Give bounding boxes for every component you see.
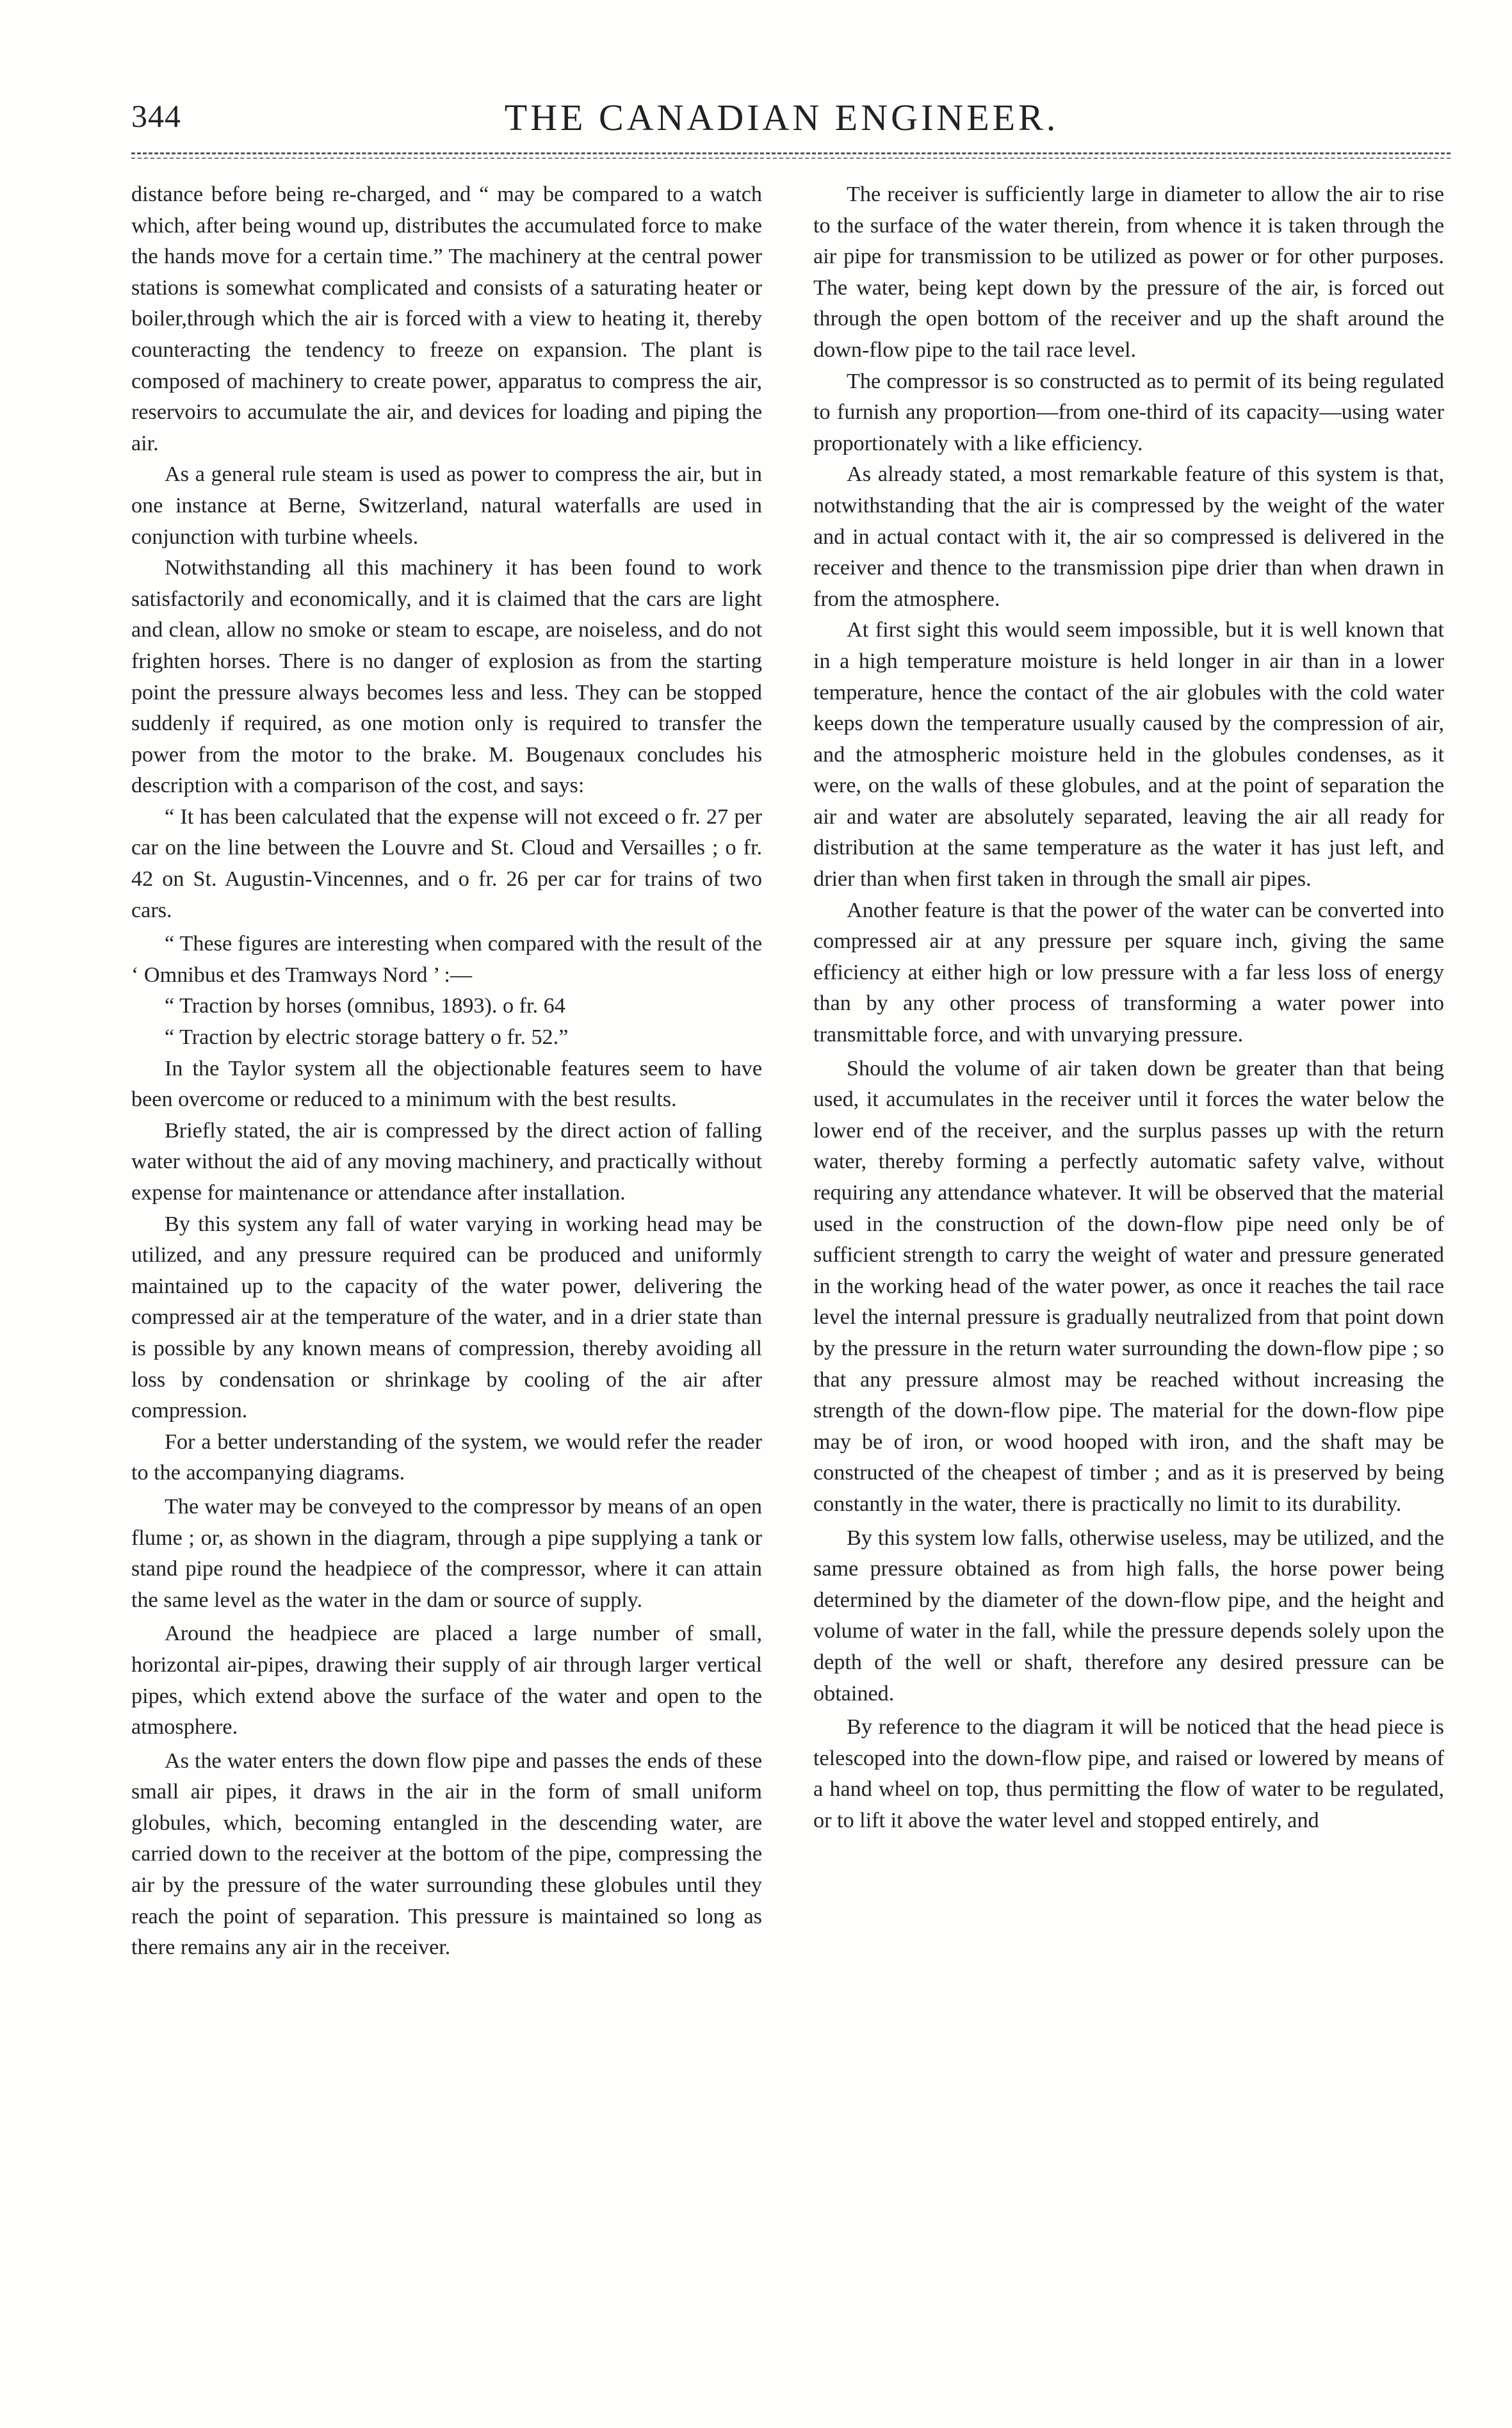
paragraph: The receiver is sufficiently large in diameter to allow the air to rise to the surface of the water therein, from whence it is taken through the air pipe for transmission to be utilized as power or for other purposes. The water, being kept down by the pressure of the air, is forced out through the open bottom of the receiver and up the shaft around the down-flow pipe to the tail race level. bbox=[813, 183, 1444, 362]
paragraph: By this system low falls, otherwise useless, may be utilized, and the same pressure obtained as from high falls, the horse power being determined by the diameter of the down-flow pipe, and the height and volume of water in the fall, while the pressure depends solely upon the depth of the well or shaft, therefore any desired pressure can be obtained. bbox=[813, 1526, 1444, 1706]
paragraph: By reference to the diagram it will be noticed that the head piece is telescoped into the down-flow pipe, and raised or lowered by means of a hand wheel on top, thus permitting the flow of water to be regulated, or to lift it above the water level and stopped entirely, and bbox=[813, 1715, 1444, 1832]
paragraph: The compressor is so constructed as to permit of its being regulated to furnish any proportion—from one-third of its capacity—using water proportionately with a like efficiency. bbox=[813, 369, 1444, 455]
paragraph: Around the headpiece are placed a large number of small, horizontal air-pipes, drawing their supply of air through larger vertical pipes, which extend above the surface of the water and open to the atmosphere. bbox=[131, 1622, 762, 1740]
right-column bbox=[813, 179, 1444, 1836]
quoted-line: “ Traction by horses (omnibus, 1893). o fr. 64 bbox=[165, 994, 565, 1018]
paragraph: For a better understanding of the system, we would refer the reader to the accompanying diagrams. bbox=[131, 1430, 762, 1485]
header-rule-secondary bbox=[131, 158, 1451, 159]
page-number: 344 bbox=[131, 98, 181, 134]
paragraph: Should the volume of air taken down be greater than that being used, it accumulates in the receiver until it forces the water below the lower end of the receiver, and the surplus passes up with the return water, thereby forming a perfectly automatic safety valve, without requiring any attendance whatever. It will be observed that the material used in the construction of the down-flow pipe need only be of sufficient strength to carry the weight of water and pressure generated in the working head of the water power, as once it reaches the tail race level the internal pressure is gradually neutralized from that point down by the pressure in the return water surrounding the down-flow pipe ; so that any pressure almost may be reached without increasing the strength of the down-flow pipe. The material for the down-flow pipe may be of iron, or wood hooped with iron, and the shaft may be constructed of the cheapest of timber ; and as it is preserved by being constantly in the water, there is practically no limit to its durability. bbox=[813, 1056, 1444, 1516]
paragraph: Briefly stated, the air is compressed by the direct action of falling water without the aid of any moving machinery, and practically without expense for maintenance or attendance after installation. bbox=[131, 1118, 762, 1205]
quoted-paragraph: “ These figures are interesting when compared with the result of the ‘ Omnibus et des Tramways Nord ’ :— bbox=[131, 932, 762, 987]
paragraph: Notwithstanding all this machinery it has been found to work satisfactorily and economically, and it is claimed that the cars are light and clean, allow no smoke or steam to escape, are noiseless, and do not frighten horses. There is no danger of explosion as from the starting point the pressure always becomes less and less. They can be stopped suddenly if required, as one motion only is required to transfer the power from the motor to the brake. M. Bougenaux concludes his description with a comparison of the cost, and says: bbox=[131, 556, 762, 798]
paragraph: distance before being re-charged, and “ may be compared to a watch which, after being wound up, distributes the accumulated force to make the hands move for a certain time.” The machinery at the central power stations is somewhat complicated and consists of a saturating heater or boiler,through which the air is forced with a view to heating it, thereby counteracting the tendency to freeze on expansion. The plant is composed of machinery to create power, apparatus to compress the air, reservoirs to accumulate the air, and devices for loading and piping the air. bbox=[131, 183, 762, 455]
header-rule bbox=[131, 152, 1451, 154]
paragraph: Another feature is that the power of the water can be converted into compressed air at any pressure per square inch, giving the same efficiency at either high or low pressure with a far less loss of energy than by any other process of transforming a water power into transmittable force, and with unvarying pressure. bbox=[813, 898, 1444, 1047]
quoted-line: “ Traction by electric storage battery o fr. 52.” bbox=[165, 1025, 569, 1050]
paragraph: In the Taylor system all the objectionable features seem to have been overcome or reduced to a minimum with the best results. bbox=[131, 1056, 762, 1112]
paragraph: The water may be conveyed to the compressor by means of an open flume ; or, as shown in the diagram, through a pipe supplying a tank or stand pipe round the headpiece of the compressor, where it can attain the same level as the water in the dam or source of supply. bbox=[131, 1494, 762, 1612]
running-title: THE CANADIAN ENGINEER. bbox=[504, 97, 1059, 138]
paragraph: By this system any fall of water varying in working head may be utilized, and any pressure required can be produced and uniformly maintained up to the capacity of the water power, delivering the compressed air at the temperature of the water, and in a drier state than is possible by any known means of compression, thereby avoiding all loss by condensation or shrinkage by cooling of the air after compression. bbox=[131, 1212, 762, 1423]
paragraph: As already stated, a most remarkable feature of this system is that, notwithstanding that the air is compressed by the weight of the water and in actual contact with it, the air so compressed is delivered in the receiver and thence to the transmission pipe drier than when drawn in from the atmosphere. bbox=[813, 462, 1444, 611]
paragraph: As the water enters the down flow pipe and passes the ends of these small air pipes, it draws in the air in the form of small uniform globules, which, becoming entangled in the descending water, are carried down to the receiver at the bottom of the pipe, compressing the air by the pressure of the water surrounding these globules until they reach the point of separation. This pressure is maintained so long as there remains any air in the receiver. bbox=[131, 1748, 762, 1960]
paragraph: At first sight this would seem impossible, but it is well known that in a high temperature moisture is held longer in air than in a lower temperature, hence the contact of the air globules with the cold water keeps down the temperature usually caused by the compression of air, and the atmospheric moisture held in the globules condenses, as it were, on the walls of these globules, and at the point of separation the air and water are absolutely separated, leaving the air all ready for distribution at the same temperature as the water it has just left, and drier than when first taken in through the small air pipes. bbox=[813, 618, 1444, 892]
left-column bbox=[131, 179, 762, 1964]
paragraph: As a general rule steam is used as power to compress the air, but in one instance at Berne, Switzerland, natural waterfalls are used in conjunction with turbine wheels. bbox=[131, 462, 762, 549]
quoted-paragraph: “ It has been calculated that the expense will not exceed o fr. 27 per car on the line between the Louvre and St. Cloud and Versailles ; o fr. 42 on St. Augustin-Vincennes, and o fr. 26 per car for trains of two cars. bbox=[131, 804, 762, 922]
